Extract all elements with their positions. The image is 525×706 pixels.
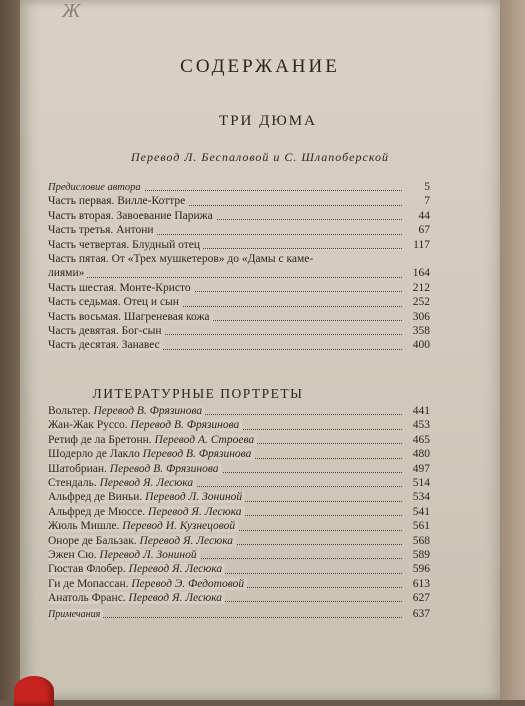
toc-page-number: 400 [412,339,430,352]
toc-page-number: 306 [412,310,430,323]
toc-entry-title [48,434,257,446]
portrait-translator: Перевод Я. Лесюка [148,505,242,518]
portrait-subject: Вольтер. [48,405,94,417]
toc-entry-title [48,311,213,323]
toc-entry-title [48,563,225,575]
toc-page-number: 514 [412,476,430,489]
chapter-title: Часть седьмая. Отец и сын [48,296,179,309]
toc-page-number: 534 [412,491,430,504]
notes-title: Примечания [48,609,101,620]
toc-page-number: 164 [412,267,430,280]
toc-entry [48,577,430,591]
portrait-translator: Перевод Э. Федотовой [131,577,245,590]
toc-page-number: 465 [412,433,430,446]
toc-entry-title [48,405,205,417]
toc-entry-title [48,491,245,503]
toc-notes [48,607,430,621]
toc-page-number: 5 [424,181,430,193]
toc-entry-title [48,339,163,351]
top-script-fragment: Ж [62,0,81,22]
toc-page-number: 541 [412,505,430,518]
portrait-subject: Шатобриан. [48,462,110,475]
toc-entry [48,194,430,208]
toc-page-number: 627 [412,592,430,605]
toc-entry-title [48,463,222,475]
toc-entry-title [48,592,225,604]
chapter-title: Часть десятая. Занавес [48,339,160,352]
toc-page-number: 67 [418,224,430,237]
toc-entry [48,490,430,504]
chapter-title: Часть вторая. Завоевание Парижа [48,209,213,222]
toc-entry [48,519,430,533]
toc-page-number: 480 [412,448,430,461]
chapter-title: Предисловие автора [48,182,141,193]
toc-entry-title [48,224,157,236]
toc-entry-title [48,182,144,193]
toc-entry [48,238,430,252]
portrait-subject: Альфред де Виньи. [48,491,146,504]
toc-entry [48,462,430,476]
toc-entry-title [48,282,194,294]
toc-entry-title [48,549,200,561]
toc-entry [48,295,430,309]
portrait-subject: Ретиф де ла Бретонн. [48,433,155,446]
toc-entry-title [48,535,236,547]
toc-entry-title [48,578,247,590]
portrait-subject: Ги де Мопассан. [48,577,132,590]
toc-page-number: 358 [412,324,430,337]
toc-entry-title [48,477,196,489]
toc-page-number: 589 [412,548,430,561]
chapter-title: Часть шестая. Монте-Кристо [48,281,191,294]
toc-entry-title [48,506,245,518]
toc-entry-title [48,520,238,532]
portrait-subject: Жюль Мишле. [48,520,123,533]
portrait-translator: Перевод В. Фрязинова [93,405,203,417]
toc-entry [48,338,430,352]
leader-dots [48,277,402,278]
section-title-three-dumas: ТРИ ДЮМА [219,113,317,129]
toc-entry [48,476,430,490]
fingernail [14,676,54,706]
portrait-subject: Анатоль Франс. [48,592,129,605]
portrait-translator: Перевод В. Фрязинова [109,462,219,475]
toc-page-number: 441 [412,405,430,417]
toc-entry [48,534,430,548]
toc-entry [48,433,430,447]
chapter-title: Часть восьмая. Шагреневая кожа [48,310,210,323]
toc-part-two [48,404,430,605]
portrait-translator: Перевод Л. Зониной [99,548,197,561]
portrait-translator: Перевод В. Фрязинова [130,419,240,432]
portrait-translator: Перевод Я. Лесюка [99,476,194,489]
portrait-translator: Перевод А. Строева [154,433,255,446]
toc-page-number: 252 [412,296,430,309]
toc-entry [48,180,430,194]
toc-entry-title [48,267,87,279]
chapter-title: Часть пятая. От «Трех мушкетеров» до «Дамы с каме- [48,252,314,265]
toc-page-number: 613 [412,577,430,590]
portrait-subject: Альфред де Мюссе. [48,505,149,518]
toc-entry-title [48,419,242,431]
toc-entry [48,310,430,324]
toc-entry [48,607,430,621]
toc-page-number: 497 [412,462,430,475]
toc-entry [48,591,430,605]
portrait-translator: Перевод Я. Лесюка [139,534,234,547]
toc-entry [48,281,430,295]
toc-entry [48,209,430,223]
chapter-title: Часть девятая. Бог-сын [48,324,162,337]
page-title: СОДЕРЖАНИЕ [180,56,340,77]
toc-entry [48,324,430,338]
toc-entry-title [48,609,103,620]
toc-entry-title [48,448,254,460]
toc-page-number: 7 [424,195,430,208]
portrait-translator: Перевод В. Фрязинова [142,448,252,461]
toc-part-one [48,180,430,353]
chapter-title: Часть четвертая. Блудный отец [48,238,200,251]
portrait-subject: Гюстав Флобер. [48,563,129,576]
toc-page-number: 561 [412,520,430,533]
toc-entry-title [48,210,216,222]
portrait-subject: Шодерло де Лакло [48,448,143,461]
translator-line: Перевод Л. Беспаловой и С. Шлапоберской [131,150,389,164]
portrait-subject: Эжен Сю. [48,548,100,561]
portrait-translator: Перевод Л. Зониной [145,491,243,504]
toc-page-number: 637 [412,608,430,620]
portrait-subject: Жан-Жак Руссо. [48,419,131,432]
portrait-translator: Перевод Я. Лесюка [128,592,223,605]
toc-entry [48,252,430,266]
toc-entry [48,404,430,418]
portrait-translator: Перевод И. Кузнецовой [122,520,236,533]
book-page [20,0,500,700]
chapter-title: лиями» [48,267,85,280]
portrait-subject: Оноре де Бальзак. [48,534,140,547]
toc-entry-title [48,296,182,308]
section-title-literary-portraits: ЛИТЕРАТУРНЫЕ ПОРТРЕТЫ [92,386,304,401]
toc-page-number: 117 [413,238,430,251]
toc-entry [48,266,430,280]
toc-page-number: 44 [418,209,430,222]
toc-entry-title [48,195,188,207]
toc-page-number: 596 [412,563,430,576]
toc-entry [48,562,430,576]
toc-page-number: 568 [412,534,430,547]
toc-entry [48,505,430,519]
toc-entry [48,447,430,461]
toc-entry-title [48,239,203,251]
toc-entry [48,223,430,237]
background-left [0,0,22,700]
chapter-title: Часть третья. Антони [48,224,154,237]
toc-page-number: 212 [412,281,430,294]
toc-entry-title [48,253,316,265]
chapter-title: Часть первая. Вилле-Коттре [48,195,186,208]
toc-entry-title [48,325,165,337]
portrait-translator: Перевод Я. Лесюка [128,563,223,576]
toc-entry [48,548,430,562]
portrait-subject: Стендаль. [48,476,100,489]
toc-page-number: 453 [412,419,430,432]
toc-entry [48,418,430,432]
